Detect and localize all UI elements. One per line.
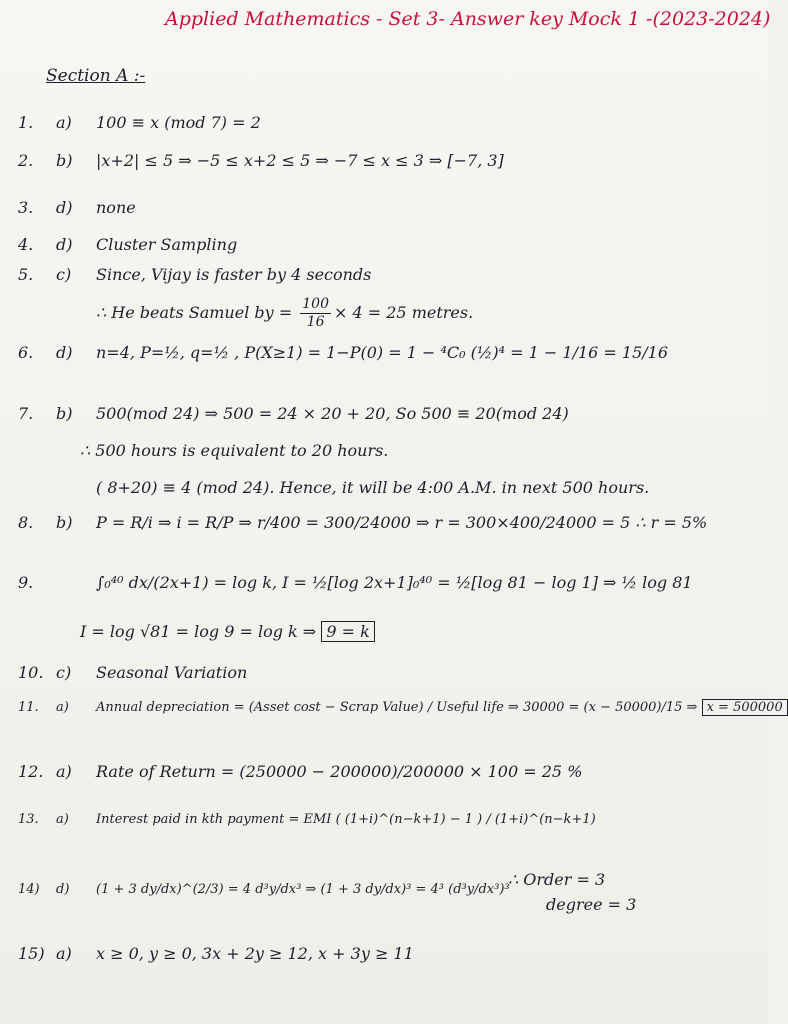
answer-text: Seasonal Variation — [96, 663, 248, 682]
answer-text: P = R/i ⇒ i = R/P ⇒ r/400 = 300/24000 ⇒ r = 300×400/24000 = 5 ∴ r = 5% — [96, 513, 708, 532]
question-number: 3. — [18, 198, 34, 217]
answer-text: x ≥ 0, y ≥ 0, 3x + 2y ≥ 12, x + 3y ≥ 11 — [96, 944, 414, 963]
page-title: Applied Mathematics - Set 3- Answer key Mock 1 -(2023-2024) — [165, 8, 771, 30]
answer-text: Annual depreciation = (Asset cost − Scrap Value) / Useful life ⇒ 30000 = (x − 50000)/15 ⇒ — [96, 700, 698, 715]
answer-3 — [18, 198, 136, 217]
question-number: 8. — [18, 513, 34, 532]
answer-text: n=4, P=½, q=½ , P(X≥1) = 1−P(0) = 1 − ⁴C₀ (½)⁴ = 1 − 1/16 = 15/16 — [96, 343, 668, 362]
boxed-result: x = 500000 — [702, 699, 788, 716]
order-value: ∴ Order = 3 — [508, 870, 606, 889]
question-number: 7. — [18, 404, 34, 423]
question-number: 10. — [18, 663, 44, 682]
question-number: 4. — [18, 235, 34, 254]
question-number: 9. — [18, 573, 34, 592]
answer-14 — [18, 882, 510, 898]
answer-1 — [18, 113, 261, 132]
question-number: 14) — [18, 882, 40, 897]
answer-14-degree — [546, 895, 636, 914]
answer-10 — [18, 663, 247, 682]
answer-text: ∫₀⁴⁰ dx/(2x+1) = log k, I = ½[log 2x+1]₀⁴⁰ = ½[log 81 − log 1] ⇒ ½ log 81 — [96, 573, 693, 592]
answer-7 — [18, 404, 569, 423]
answer-4 — [18, 235, 237, 254]
answer-option: b) — [56, 151, 73, 170]
answer-text: (1 + 3 dy/dx)^(2/3) = 4 d³y/dx³ ⇒ (1 + 3 dy/dx)³ = 4³ (d³y/dx³)³ — [96, 882, 510, 897]
answer-option: c) — [56, 663, 72, 682]
answer-text: × 4 = 25 metres. — [334, 302, 474, 322]
degree-value: degree = 3 — [546, 895, 637, 914]
answer-9 — [18, 573, 693, 592]
fraction — [300, 296, 331, 331]
question-number: 5. — [18, 265, 34, 284]
answer-7-line-3 — [96, 478, 649, 497]
answer-12 — [18, 762, 582, 781]
answer-option: a) — [56, 700, 69, 715]
answer-text: I = log √81 = log 9 = log k ⇒ — [80, 622, 317, 641]
answer-option: a) — [56, 113, 72, 132]
numerator: 100 — [302, 296, 329, 312]
question-number: 6. — [18, 343, 34, 362]
answer-text: ∴ He beats Samuel by = — [96, 302, 298, 322]
answer-5-line-2 — [96, 296, 473, 331]
answer-option: a) — [56, 762, 72, 781]
answer-option: a) — [56, 944, 72, 963]
answer-text: 100 ≡ x (mod 7) = 2 — [96, 113, 261, 132]
answer-text: Rate of Return = (250000 − 200000)/200000 × 100 = 25 % — [96, 762, 583, 781]
question-number: 2. — [18, 151, 34, 170]
question-number: 12. — [18, 762, 44, 781]
question-number: 1. — [18, 113, 34, 132]
answer-option: b) — [56, 513, 73, 532]
answer-option: c) — [56, 265, 72, 284]
answer-15 — [18, 944, 414, 963]
answer-text: Since, Vijay is faster by 4 seconds — [96, 265, 372, 284]
section-heading — [46, 66, 145, 86]
answer-5 — [18, 265, 371, 284]
question-number: 15) — [18, 944, 45, 963]
answer-text: none — [96, 198, 136, 217]
answer-option: d) — [56, 235, 73, 254]
answer-text: Cluster Sampling — [96, 235, 238, 254]
question-number: 13. — [18, 812, 39, 827]
answer-text: |x+2| ≤ 5 ⇒ −5 ≤ x+2 ≤ 5 ⇒ −7 ≤ x ≤ 3 ⇒ [−7, 3] — [96, 151, 504, 170]
answer-text: ( 8+20) ≡ 4 (mod 24). Hence, it will be 4:00 A.M. in next 500 hours. — [96, 478, 650, 497]
answer-option: d) — [56, 343, 73, 362]
answer-option: a) — [56, 812, 69, 827]
answer-13 — [18, 812, 596, 828]
answer-11 — [18, 700, 788, 716]
answer-14-order — [508, 870, 605, 889]
denominator: 16 — [306, 313, 325, 330]
answer-option: d) — [56, 882, 70, 897]
answer-option: b) — [56, 404, 73, 423]
answer-text: ∴ 500 hours is equivalent to 20 hours. — [80, 441, 389, 460]
section-label: Section A :- — [46, 66, 146, 86]
answer-text: 500(mod 24) ⇒ 500 = 24 × 20 + 20, So 500 ≡ 20(mod 24) — [96, 404, 569, 423]
answer-text: Interest paid in kth payment = EMI ( (1+i)^(n−k+1) − 1 ) / (1+i)^(n−k+1) — [96, 812, 596, 827]
answer-7-line-2 — [80, 441, 388, 460]
boxed-result: 9 = k — [321, 621, 374, 642]
question-number: 11. — [18, 700, 39, 715]
answer-option: d) — [56, 198, 73, 217]
answer-6 — [18, 343, 668, 362]
answer-8 — [18, 513, 707, 532]
answer-2 — [18, 151, 504, 170]
answer-9-line-2 — [80, 622, 375, 641]
